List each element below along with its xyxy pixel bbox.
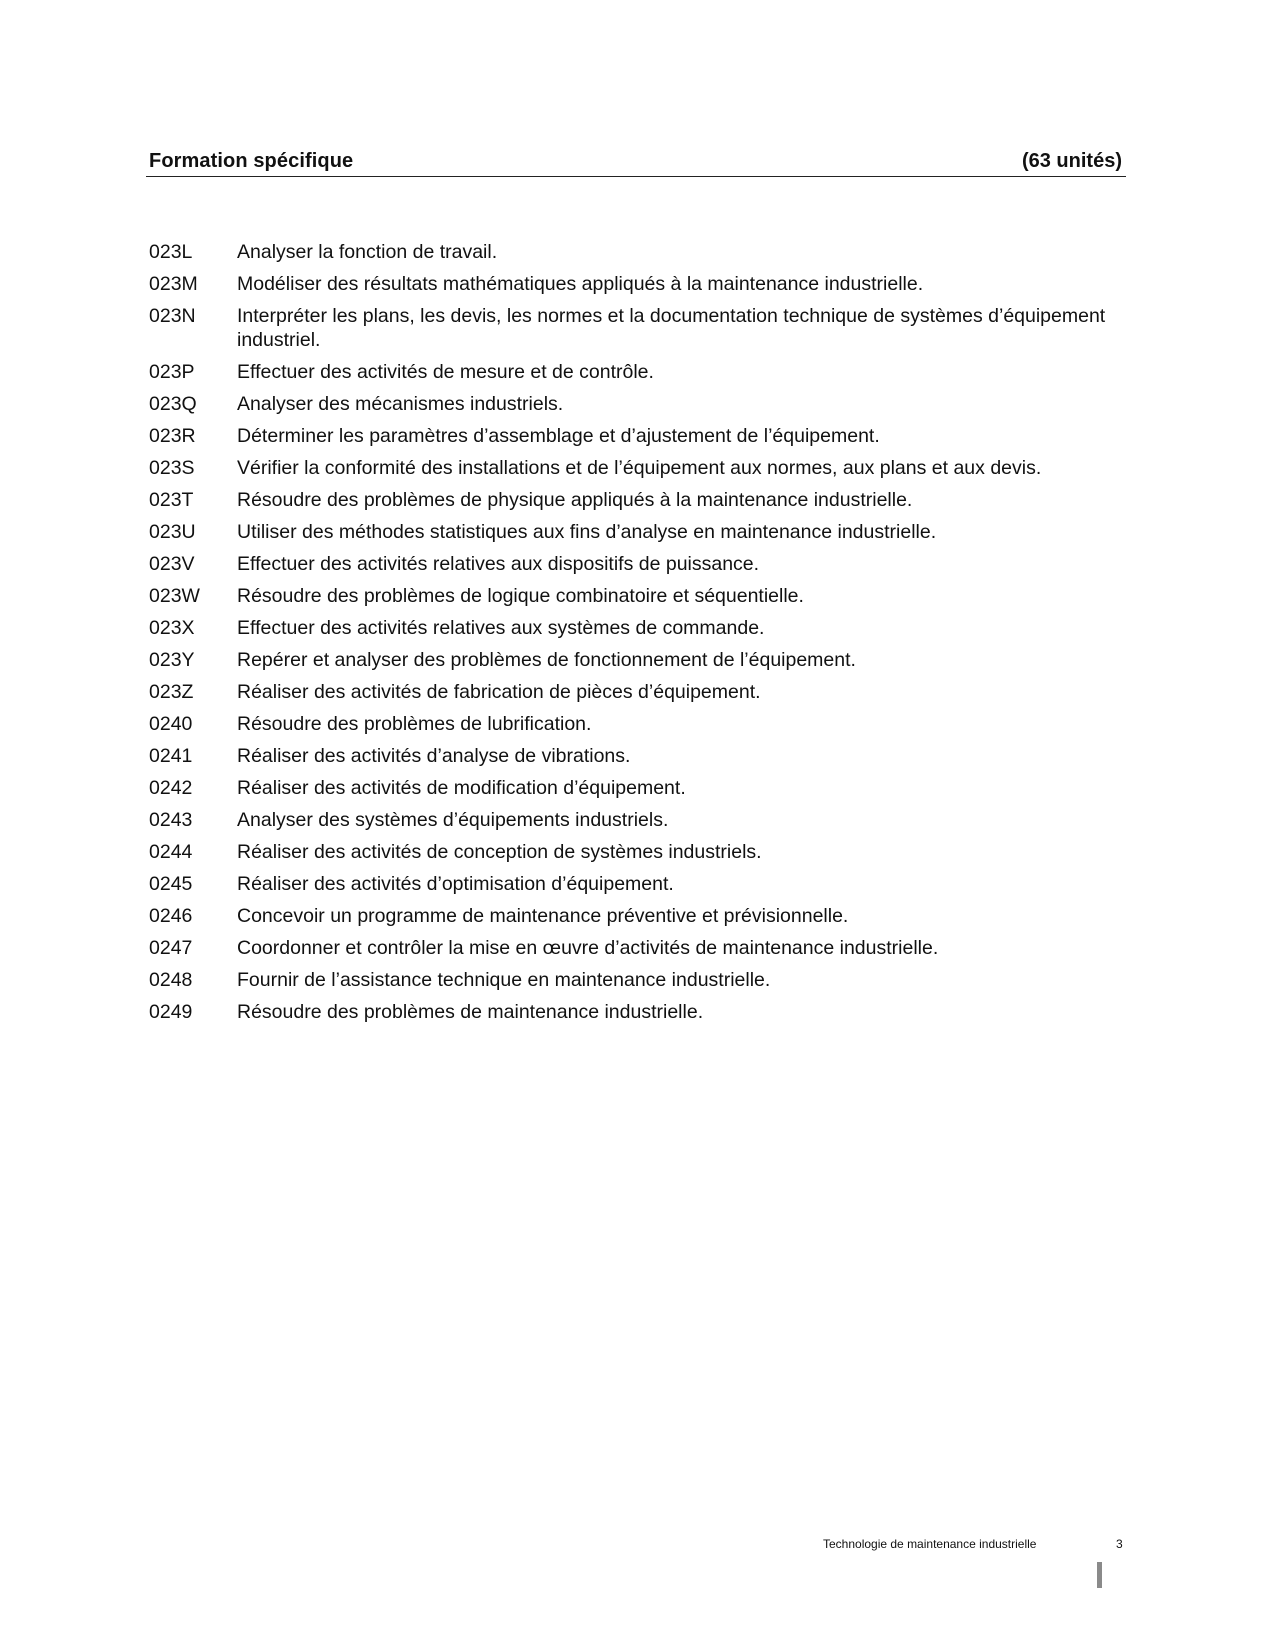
competency-item xyxy=(149,936,1109,960)
competency-code: 0249 xyxy=(149,1001,193,1023)
competency-label: Résoudre des problèmes de logique combinatoire et séquentielle. xyxy=(237,585,804,607)
competency-code: 0243 xyxy=(149,809,193,831)
competency-item xyxy=(149,872,1109,896)
section-units: (63 unités) xyxy=(1021,150,1122,172)
competency-code: 023R xyxy=(149,425,196,447)
competency-label: Résoudre des problèmes de maintenance industrielle. xyxy=(237,1001,704,1023)
competency-label: Réaliser des activités de modification d’équipement. xyxy=(237,777,686,799)
competency-code: 023M xyxy=(149,273,198,295)
competency-item xyxy=(149,1000,1109,1024)
competency-item xyxy=(149,304,1109,352)
competency-label: Réaliser des activités de fabrication de pièces d’équipement. xyxy=(237,681,761,703)
section-title: Formation spécifique xyxy=(149,150,354,172)
competency-code: 0244 xyxy=(149,841,193,863)
competency-item xyxy=(149,776,1109,800)
competency-label: Effectuer des activités relatives aux systèmes de commande. xyxy=(237,617,765,639)
competency-label: Analyser des systèmes d’équipements industriels. xyxy=(237,809,669,831)
competency-label: Analyser des mécanismes industriels. xyxy=(237,393,564,415)
competency-label: Utiliser des méthodes statistiques aux fins d’analyse en maintenance industrielle. xyxy=(237,521,937,543)
competency-item xyxy=(149,424,1109,448)
page-number: 3 xyxy=(1116,1537,1123,1551)
competency-code: 023S xyxy=(149,457,195,479)
competency-list xyxy=(149,240,1109,1032)
competency-code: 023V xyxy=(149,553,195,575)
competency-item xyxy=(149,904,1109,928)
footer-title: Technologie de maintenance industrielle xyxy=(823,1537,1037,1551)
competency-code: 023L xyxy=(149,241,193,263)
competency-item xyxy=(149,488,1109,512)
competency-label: Déterminer les paramètres d’assemblage et d’ajustement de l’équipement. xyxy=(237,425,880,447)
competency-label: Résoudre des problèmes de lubrification. xyxy=(237,713,592,735)
competency-item xyxy=(149,584,1109,608)
competency-code: 023Y xyxy=(149,649,195,671)
competency-code: 0247 xyxy=(149,937,193,959)
competency-item xyxy=(149,456,1109,480)
competency-code: 023T xyxy=(149,489,194,511)
competency-item xyxy=(149,552,1109,576)
competency-label: Réaliser des activités de conception de systèmes industriels. xyxy=(237,841,762,863)
competency-code: 023Q xyxy=(149,393,197,415)
competency-item xyxy=(149,272,1109,296)
competency-label: Résoudre des problèmes de physique appliqués à la maintenance industrielle. xyxy=(237,489,913,511)
competency-label: Concevoir un programme de maintenance préventive et prévisionnelle. xyxy=(237,905,849,927)
competency-code: 023N xyxy=(149,305,196,327)
competency-item xyxy=(149,712,1109,736)
competency-code: 023X xyxy=(149,617,195,639)
competency-item xyxy=(149,360,1109,384)
competency-label: Modéliser des résultats mathématiques appliqués à la maintenance industrielle. xyxy=(237,273,924,295)
competency-label: Fournir de l’assistance technique en maintenance industrielle. xyxy=(237,969,771,991)
competency-code: 023P xyxy=(149,361,195,383)
competency-item xyxy=(149,968,1109,992)
competency-label: Repérer et analyser des problèmes de fonctionnement de l’équipement. xyxy=(237,649,856,671)
competency-label: Coordonner et contrôler la mise en œuvre d’activités de maintenance industrielle. xyxy=(237,937,939,959)
competency-item xyxy=(149,840,1109,864)
competency-item xyxy=(149,392,1109,416)
competency-label: Réaliser des activités d’analyse de vibrations. xyxy=(237,745,631,767)
competency-item xyxy=(149,240,1109,264)
competency-item xyxy=(149,744,1109,768)
competency-code: 0245 xyxy=(149,873,193,895)
competency-code: 0240 xyxy=(149,713,193,735)
competency-item xyxy=(149,680,1109,704)
competency-item xyxy=(149,648,1109,672)
competency-code: 0248 xyxy=(149,969,193,991)
competency-label: Interpréter les plans, les devis, les normes et la documentation technique de systèmes d’équipement industriel. xyxy=(237,305,1106,351)
competency-label: Effectuer des activités relatives aux dispositifs de puissance. xyxy=(237,553,760,575)
competency-item xyxy=(149,808,1109,832)
competency-code: 023W xyxy=(149,585,200,607)
competency-label: Analyser la fonction de travail. xyxy=(237,241,498,263)
competency-item xyxy=(149,520,1109,544)
competency-code: 023Z xyxy=(149,681,194,703)
competency-item xyxy=(149,616,1109,640)
competency-label: Effectuer des activités de mesure et de contrôle. xyxy=(237,361,654,383)
competency-code: 0242 xyxy=(149,777,193,799)
competency-label: Vérifier la conformité des installations et de l’équipement aux normes, aux plans et aux devis. xyxy=(237,457,1042,479)
competency-code: 023U xyxy=(149,521,196,543)
margin-bar xyxy=(1097,1562,1102,1588)
section-header xyxy=(146,148,1126,177)
competency-code: 0246 xyxy=(149,905,193,927)
competency-code: 0241 xyxy=(149,745,193,767)
competency-label: Réaliser des activités d’optimisation d’équipement. xyxy=(237,873,674,895)
